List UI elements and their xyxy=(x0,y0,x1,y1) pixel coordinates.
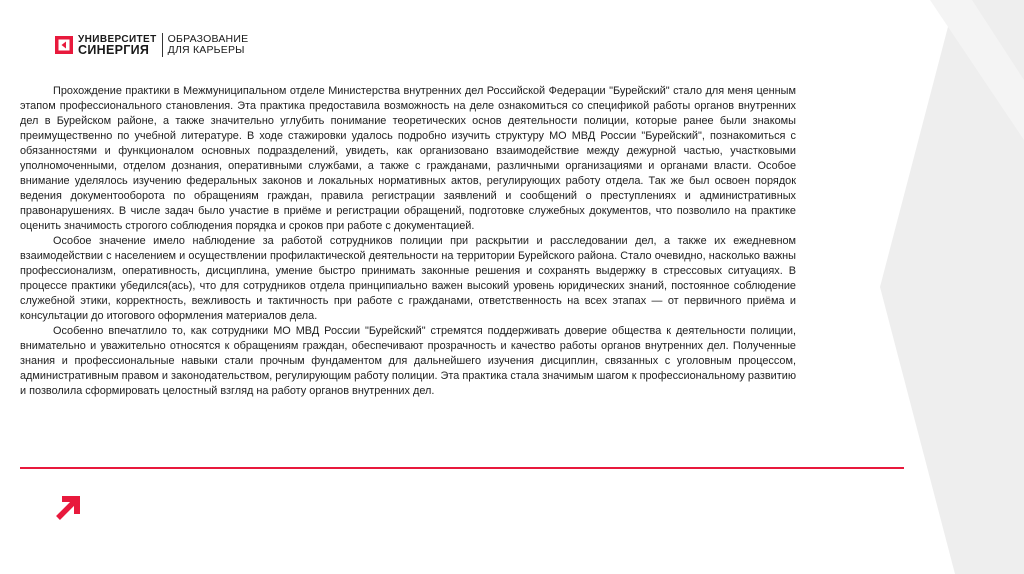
document-body xyxy=(20,84,796,399)
paragraph: Прохождение практики в Межмуниципальном отделе Министерства внутренних дел Российской Федерации "Бурейский" стало для меня ценным этапом профессионального становления. Эта практика предоставила возможность на деле ознакомиться со спецификой работы органов внутренних дел в Бурейском районе, а также значительно углубить понимание теоретических основ деятельности полиции, которые ранее были знакомы преимущественно по учебной литературе. В ходе стажировки удалось подробно изучить структуру МО МВД России "Бурейский", познакомиться с обязанностями и функционалом основных подразделений, увидеть, как организовано взаимодействие между дежурной частью, участковыми уполномоченными, отделом дознания, оперативными службами, а также с гражданами, различными организациями и органами власти. Особое внимание уделялось изучению федеральных законов и локальных нормативных актов, регулирующих работу отдела. Так же был освоен порядок ведения документооборота по обращениям граждан, правила регистрации заявлений и сообщений о преступлениях и административных правонарушениях. В числе задач было участие в приёме и регистрации обращений, подготовке служебных документов, что позволило на практике оценить значимость строгого соблюдения порядка и сроков при работе с документацией. xyxy=(20,85,796,232)
slogan-line-1: ОБРАЗОВАНИЕ xyxy=(167,33,249,45)
logo-wordmark xyxy=(78,35,157,55)
accent-divider xyxy=(20,467,904,469)
logo-slogan xyxy=(168,34,249,56)
university-logo xyxy=(55,33,248,57)
synergy-logo-icon xyxy=(55,36,73,54)
arrow-up-right-icon xyxy=(54,494,82,522)
paragraph: Особенно впечатлило то, как сотрудники МО МВД России "Бурейский" стремятся поддерживать доверие общества к деятельности полиции, внимательно и уважительно относятся к обращениям граждан, обеспечивают прозрачность и качество работы органов внутренних дел. Полученные знания и профессиональные навыки стали прочным фундаментом для дальнейшего изучения дисциплин, связанных с уголовным процессом, административным правом и законодательством, регулирующим работу полиции. Эта практика стала значимым шагом к профессиональному развитию и позволила сформировать целостный взгляд на работу органов внутренних дел. xyxy=(20,325,796,397)
logo-separator xyxy=(162,33,163,57)
paragraph: Особое значение имело наблюдение за работой сотрудников полиции при раскрытии и расследовании дел, а также их ежедневном взаимодействии с населением и осуществлении профилактической деятельности на территории Бурейского района. Стало очевидно, насколько важны профессионализм, оперативность, дисциплина, умение быстро принимать законные решения и сохранять выдержку в стрессовых ситуациях. В процессе практики убедился(ась), что для сотрудников отдела принципиально важен высокий уровень юридических знаний, постоянное соблюдение служебной этики, корректность, вежливость и тактичность при работе с гражданами, ответственность на всех этапах — от первичного приёма и консультации до итогового оформления материалов дела. xyxy=(20,235,796,322)
logo-line-synergy: СИНЕРГИЯ xyxy=(78,43,150,57)
slogan-line-2: ДЛЯ КАРЬЕРЫ xyxy=(167,44,245,56)
logo-line-university: УНИВЕРСИТЕТ xyxy=(78,34,157,45)
